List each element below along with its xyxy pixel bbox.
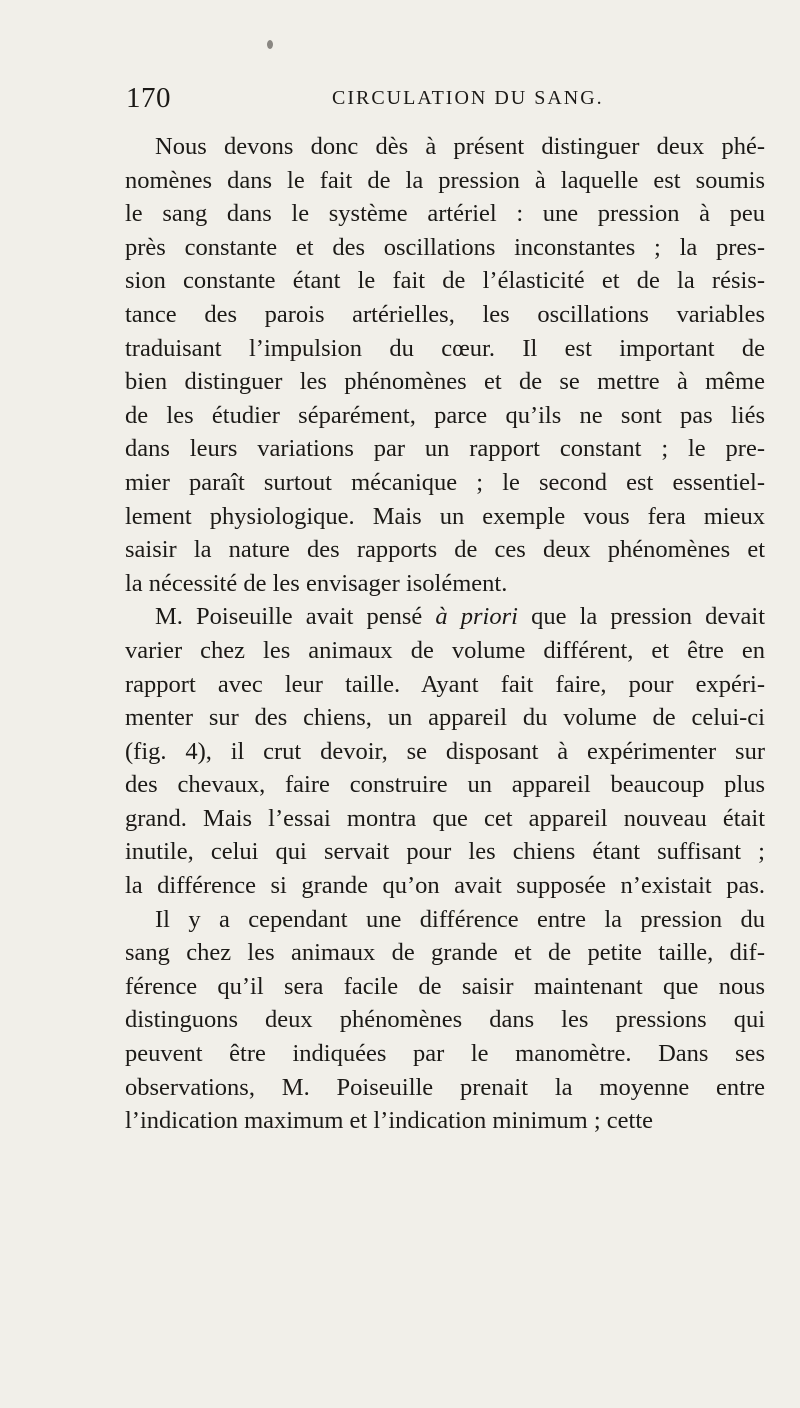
text-line: distinguons deux phénomènes dans les pressions qui <box>125 1006 765 1034</box>
text-line: sion constante étant le fait de l’élasticité et de la résis- <box>125 267 765 295</box>
text-line: la différence si grande qu’on avait supposée n’existait pas. <box>125 872 765 900</box>
text-line: rapport avec leur taille. Ayant fait faire, pour expéri- <box>125 670 765 698</box>
italic-phrase: à priori <box>435 603 518 631</box>
text-line: l’indication maximum et l’indication minimum ; cette <box>125 1107 653 1135</box>
text-line: tance des parois artérielles, les oscillations variables <box>125 300 765 328</box>
text-line: lement physiologique. Mais un exemple vous fera mieux <box>125 502 765 530</box>
text-line: Nous devons donc dès à présent distinguer deux phé- <box>155 133 765 160</box>
text-line: peuvent être indiquées par le manomètre. Dans ses <box>125 1040 765 1068</box>
text-line: grand. Mais l’essai montra que cet appareil nouveau était <box>125 804 765 832</box>
text-line: (fig. 4), il crut devoir, se disposant à expérimenter sur <box>125 737 765 765</box>
page-number: 170 <box>126 82 171 114</box>
text-line: inutile, celui qui servait pour les chiens étant suffisant ; <box>125 838 765 866</box>
text-line: traduisant l’impulsion du cœur. Il est important de <box>125 334 765 362</box>
ink-speck <box>267 40 273 49</box>
text-line: saisir la nature des rapports de ces deux phénomènes et <box>125 536 765 564</box>
text-line: le sang dans le système artériel : une pression à peu <box>125 200 765 228</box>
text-line: menter sur des chiens, un appareil du volume de celui-ci <box>125 704 765 732</box>
text-line: de les étudier séparément, parce qu’ils ne sont pas liés <box>125 401 765 429</box>
running-title: CIRCULATION DU SANG. <box>332 87 604 109</box>
page-header <box>126 82 746 116</box>
paragraph-3 <box>125 903 765 1138</box>
text-fragment: que la pression devait <box>517 603 765 631</box>
text-line: sang chez les animaux de grande et de petite taille, dif- <box>125 939 765 967</box>
text-line: mier paraît surtout mécanique ; le second est essentiel- <box>125 468 765 496</box>
text-line: Il y a cependant une différence entre la pression du <box>155 905 765 933</box>
text-line: férence qu’il sera facile de saisir maintenant que nous <box>125 972 765 1000</box>
text-line: varier chez les animaux de volume différent, et être en <box>125 636 765 664</box>
text-line: bien distinguer les phénomènes et de se mettre à même <box>125 368 765 396</box>
text-line: près constante et des oscillations inconstantes ; la pres- <box>125 233 765 261</box>
paragraph-1 <box>125 130 765 600</box>
text-line: nomènes dans le fait de la pression à laquelle est soumis <box>125 166 765 194</box>
text-line <box>125 600 765 634</box>
text-line: observations, M. Poiseuille prenait la moyenne entre <box>125 1073 765 1101</box>
text-fragment: M. Poiseuille avait pensé <box>155 603 436 631</box>
text-line: la nécessité de les envisager isolément. <box>125 569 508 597</box>
paragraph-2 <box>125 600 765 902</box>
text-line: dans leurs variations par un rapport constant ; le pre- <box>125 435 765 463</box>
text-line: des chevaux, faire construire un appareil beaucoup plus <box>125 771 765 799</box>
body-text <box>125 130 765 1138</box>
